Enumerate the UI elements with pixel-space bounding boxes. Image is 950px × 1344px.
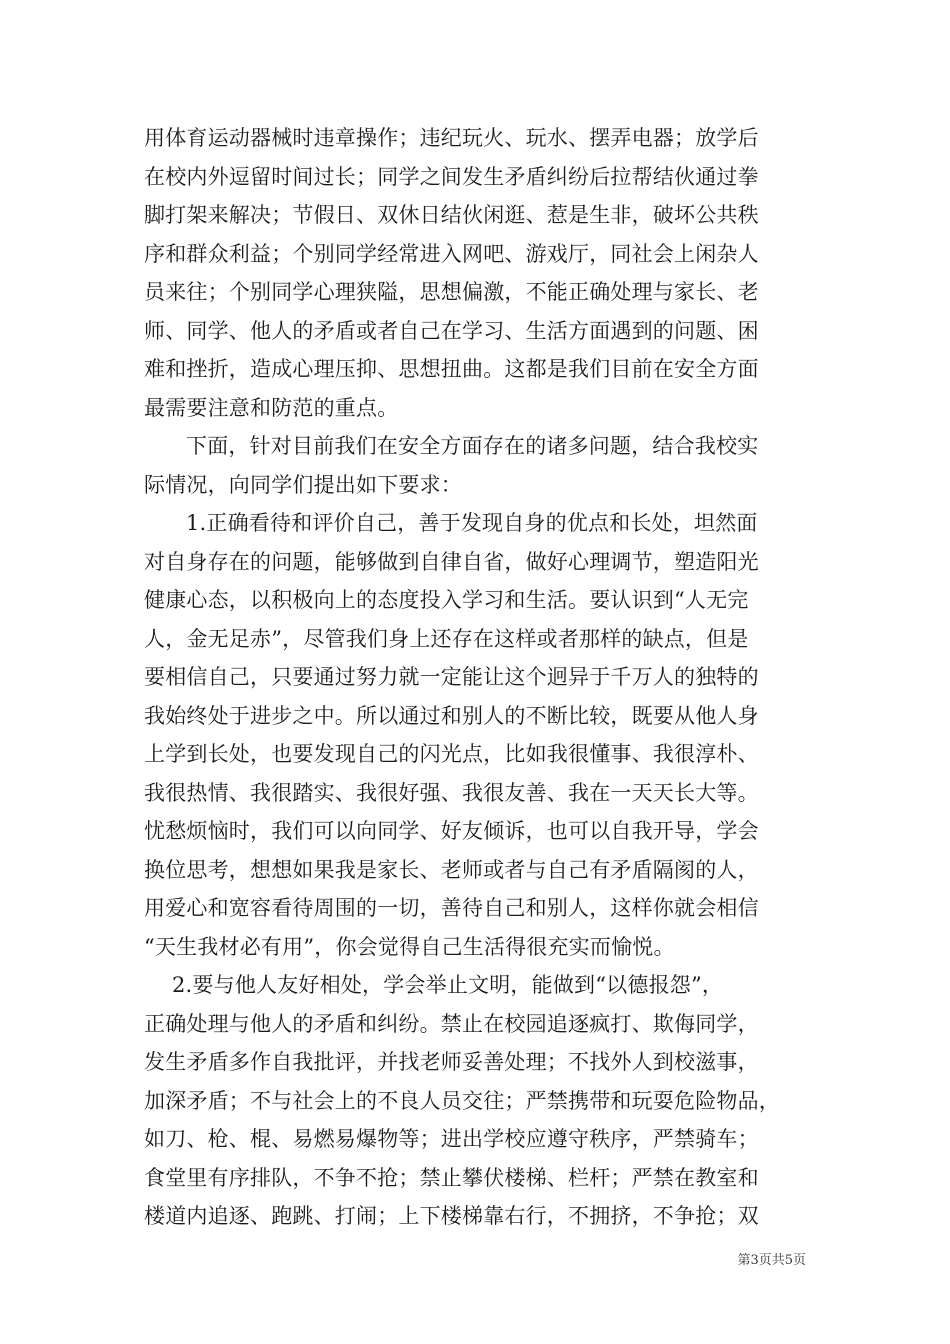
paragraph-first-line: 2.要与他人友好相处，学会举止文明，能做到“以德报怨”， — [172, 973, 724, 997]
text-line: 上学到长处，也要发现自己的闪光点，比如我很懂事、我很淳朴、 — [144, 742, 759, 766]
text-line: 师、同学、他人的矛盾或者自己在学习、生活方面遇到的问题、困 — [144, 318, 759, 343]
text-line: 要相信自己，只要通过努力就一定能让这个迥异于千万人的独特的 — [144, 665, 759, 689]
text-line: 人，金无足赤”，尽管我们身上还存在这样或者那样的缺点，但是 — [144, 626, 749, 651]
text-line: 正确处理与他人的矛盾和纠纷。禁止在校园追逐疯打、欺侮同学， — [144, 1011, 759, 1036]
text-line: 员来往；个别同学心理狭隘，思想偏激，不能正确处理与家长、老 — [144, 280, 759, 304]
paragraph-first-line: 下面，针对目前我们在安全方面存在的诸多问题，结合我校实 — [186, 434, 759, 458]
text-line: 忧愁烦恼时，我们可以向同学、好友倾诉，也可以自我开导，学会 — [144, 819, 759, 843]
document-body — [144, 119, 828, 1236]
text-line: 脚打架来解决；节假日、双休日结伙闲逛、惹是生非，破坏公共秩 — [144, 203, 759, 227]
text-line: 我始终处于进步之中。所以通过和别人的不断比较，既要从他人身 — [144, 703, 759, 728]
text-line: 如刀、枪、棍、易燃易爆物等；进出学校应遵守秩序，严禁骑车； — [144, 1127, 759, 1151]
text-line: 际情况，向同学们提出如下要求： — [144, 472, 462, 497]
text-line: 在校内外逗留时间过长；同学之间发生矛盾纠纷后拉帮结伙通过拳 — [144, 164, 759, 189]
text-line: 发生矛盾多作自我批评，并找老师妥善处理；不找外人到校滋事， — [144, 1050, 759, 1074]
text-line: 用体育运动器械时违章操作；违纪玩火、玩水、摆弄电器；放学后 — [144, 126, 759, 150]
text-line: 换位思考，想想如果我是家长、老师或者与自己有矛盾隔阂的人， — [144, 857, 759, 882]
text-line: 楼道内追逐、跑跳、打闹；上下楼梯靠右行，不拥挤，不争抢；双 — [144, 1204, 759, 1228]
paragraph-first-line: 1.正确看待和评价自己，善于发现自身的优点和长处，坦然面 — [186, 511, 758, 535]
text-line: 难和挫折，造成心理压抑、思想扭曲。这都是我们目前在安全方面 — [144, 357, 759, 381]
text-line: 食堂里有序排队，不争不抢；禁止攀伏楼梯、栏杆；严禁在教室和 — [144, 1165, 759, 1190]
text-line: 我很热情、我很踏实、我很好强、我很友善、我在一天天长大等。 — [144, 780, 759, 805]
text-line: 健康心态，以积极向上的态度投入学习和生活。要认识到“人无完 — [144, 588, 749, 612]
text-line: “天生我材必有用”，你会觉得自己生活得很充实而愉悦。 — [144, 934, 675, 959]
page-number-footer: 第3页共5页 — [737, 1253, 806, 1268]
text-line: 对自身存在的问题，能够做到自律自省，做好心理调节，塑造阳光 — [144, 549, 759, 574]
text-line: 加深矛盾；不与社会上的不良人员交往；严禁携带和玩耍危险物品， — [144, 1088, 780, 1113]
text-line: 序和群众利益；个别同学经常进入网吧、游戏厅，同社会上闲杂人 — [144, 241, 759, 266]
text-line: 最需要注意和防范的重点。 — [144, 395, 399, 420]
text-line: 用爱心和宽容看待周围的一切，善待自己和别人，这样你就会相信 — [144, 896, 759, 920]
